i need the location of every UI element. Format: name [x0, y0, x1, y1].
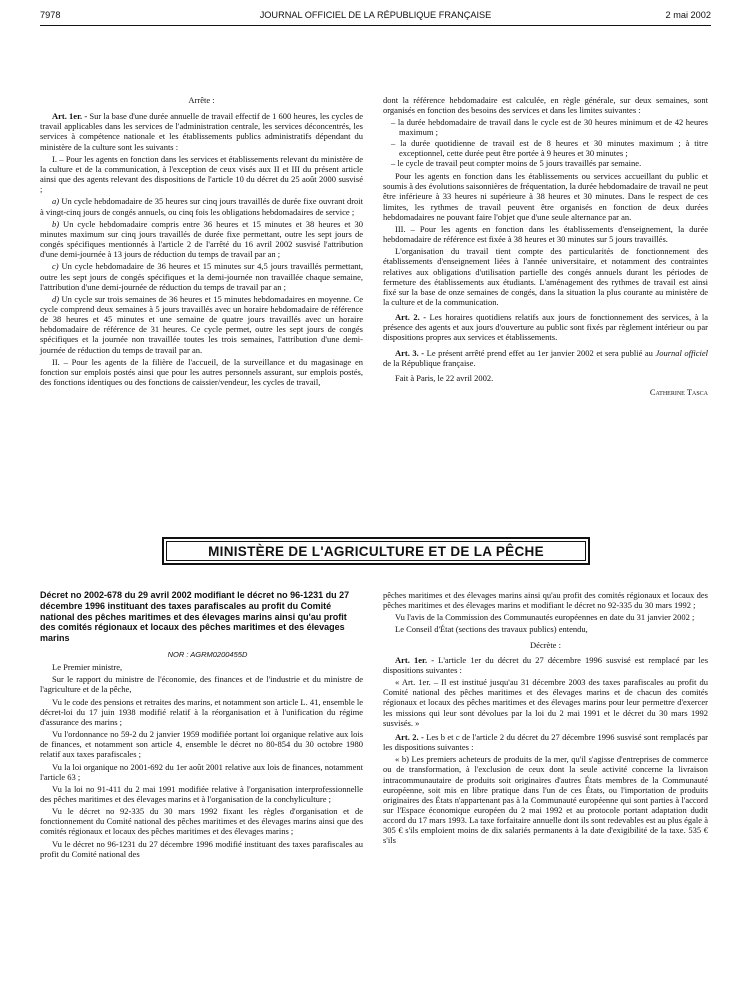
visa-paragraph: Vu l'ordonnance no 59-2 du 2 janvier 1959 modifiée portant loi organique relative aux lois de finances, et notamment son article 4, ensemble le décret no 80-854 du 30 octobre 1980 relatif aux taxes parafiscales ; — [40, 729, 363, 760]
art1-quote: « Art. 1er. – Il est institué jusqu'au 31 décembre 2003 des taxes parafiscales au profit du Comité national des pêches maritimes et des élevages marins et de chacun des comités régionaux et locaux des pêches maritimes et des élevages marins pour leur permettre d'exercer les missions qui leur sont dévolues par la loi du 2 mai 1991 et le décret du 30 mars 1992 susvisés. » — [383, 677, 708, 728]
arrete-heading: Arrête : — [188, 95, 215, 105]
art2-quote: « b) Les premiers acheteurs de produits de la mer, qu'il s'agisse d'entreprises de commerce ou de transformation, à l'exclusion de ceux dont la seule activité concerne la livraison intracommunautaire de produits soit originaires d'autres États membres de la Communauté européenne, soit mis en libre pratique dans l'un de ces États, ou l'importation de produits originaires des États n'appartenant pas à la Communauté européenne qui sont parties à l'accord sur l'Espace économique européen du 2 mai 1992 et au protocole portant adaptation dudit accord du 17 mars 1993. La taxe forfaitaire annuelle dont ils sont redevables est au plus égale à 305 € s'ils emploient moins de dix salariés permanents à la date d'exigibilité de la taxe. 535 € s'ils — [383, 754, 708, 846]
ministry-title: MINISTÈRE DE L'AGRICULTURE ET DE LA PÊCHE — [166, 541, 586, 561]
art1-paragraph — [40, 111, 363, 152]
art2-text: Les b et c de l'article 2 du décret du 27 décembre 1996 susvisé sont remplacés par les dispositions suivantes : — [383, 731, 709, 753]
section-II: II. – Pour les agents de la filière de l'accueil, de la surveillance et du magasinage en fonction sur emplois postés ainsi que pour les autres personnels assurant, sur emplois postés, des fonctions identiques ou des fonctions de caissier/vendeur, les cycles de travail, — [40, 356, 363, 388]
item-d-text: Un cycle sur trois semaines de 36 heures et 15 minutes hebdomadaires en moyenne. Ce cycle comprend deux semaines à 5 jours travaillés avec un horaire hebdomadaire de référence de 38 heures et 45 minutes et une semaine de quatre jours travaillés avec un horaire hebdomadaire de référence de 31 heures. Ce cycle permet, outre les sept jours de congés spécifiques et la journée non travaillée toutes les trois semaines, l'attribution d'une demi-journée de réduction du temps de travail par an. — [40, 293, 363, 355]
item-a-label: a) — [52, 196, 60, 207]
item-b-text: Un cycle hebdomadaire compris entre 36 heures et 15 minutes et 38 heures et 30 minutes maximum sur cinq jours travaillés de durée fixe permettant, outre les sept jours de congés spécifiques mentionnés à l'article 2 de l'arrêté du 16 avril 2002 susvisé l'attribution d'une demi-journée à 13 jours de réduction du temps de travail par an ; — [40, 218, 363, 260]
lower-right-column — [383, 590, 708, 848]
item-c — [40, 261, 363, 291]
premier-ministre: Le Premier ministre, — [52, 662, 123, 673]
signature: Catherine Tasca — [649, 387, 708, 398]
visa-paragraph: Vu la loi organique no 2001-692 du 1er août 2001 relative aux lois de finances, notamment l'article 63 ; — [40, 761, 363, 782]
decrete-heading: Décrète : — [530, 639, 561, 650]
header-rule — [40, 25, 711, 26]
visa-paragraph: Vu la loi no 91-411 du 2 mai 1991 modifiée relative à l'organisation interprofessionnelle des pêches maritimes et des élevages marins et à l'organisation de la conchyliculture ; — [40, 783, 363, 805]
limits-list — [383, 117, 708, 168]
list-item: – la durée hebdomadaire de travail dans le cycle est de 30 heures minimum et de 42 heures maximum ; — [391, 117, 708, 138]
item-b-label: b) — [52, 218, 60, 229]
upper-right-column — [383, 95, 708, 399]
art2-label: Art. 2. - — [395, 312, 427, 323]
art1-paragraph — [383, 655, 708, 675]
fait-a-paris: Fait à Paris, le 22 avril 2002. — [395, 372, 494, 383]
item-a — [40, 196, 363, 216]
art3-text-b: de la République française. — [383, 357, 476, 368]
art3-text-a: Le présent arrêté prend effet au 1er janvier 2002 et sera publié au — [424, 347, 656, 358]
visa-paragraph: Vu l'avis de la Commission des Communautés européennes en date du 31 janvier 2002 ; — [395, 612, 695, 623]
art2-paragraph — [383, 732, 708, 752]
art3-paragraph — [383, 348, 708, 368]
art3-label: Art. 3. - — [395, 347, 425, 358]
continuation-paragraph: pêches maritimes et des élevages marins ainsi qu'au profit des comités régionaux et locaux des pêches maritimes et des élevages marins et modifiant le décret no 92-335 du 30 mars 1992 ; — [383, 590, 708, 611]
list-item: – la durée quotidienne de travail est de 8 heures et 30 minutes maximum ; à titre exceptionnel, cette durée peut être portée à 9 heures et 30 minutes ; — [391, 137, 708, 158]
lower-left-column — [40, 590, 363, 861]
item-d-label: d) — [52, 293, 60, 304]
art2-text: Les horaires quotidiens relatifs aux jours de fonctionnement des services, à la présence des agents et aux jours d'ouverture au public sont fixés par règlement intérieur ou par dispositions propres aux services et établissements. — [383, 312, 708, 343]
section-I: I. – Pour les agents en fonction dans les services et établissements relevant du ministère de la culture et de la communication, à l'exception de ceux visés aux II et III du présent article ainsi que des agents relevant des dispositions de l'article 10 du décret du 25 août 2000 susvisé ; — [40, 153, 363, 195]
visa-paragraph: Vu le décret no 92-335 du 30 mars 1992 fixant les règles d'organisation et de fonctionnement du Comité national des pêches maritimes et des élevages marins ainsi que des comités régionaux et locaux des pêches maritimes et des élevages marins ; — [40, 806, 363, 837]
issue-date: 2 mai 2002 — [665, 10, 711, 20]
organisation-paragraph: L'organisation du travail tient compte des particularités de fonctionnement des établissements d'enseignement liées à l'année universitaire, et notamment des contraintes relatives aux obligations d'utilisation partielle des congés annuels durant les périodes de fermeture des établissements aux étudiants. L'aménagement des rythmes de travail est ainsi fixé sur la base de onze semaines de congés, dans la situation la plus courante au ministère de la culture et de la communication. — [383, 246, 708, 307]
upper-left-column — [40, 95, 363, 389]
list-item: – le cycle de travail peut compter moins de 5 jours travaillés par semaine. — [391, 157, 642, 168]
visa-paragraph: Vu le décret no 96-1231 du 27 décembre 1996 modifié instituant des taxes parafiscales au profit du Comité national des — [40, 838, 363, 859]
visa-paragraph: Vu le code des pensions et retraites des marins, et notamment son article L. 41, ensemble le décret-loi du 17 juin 1938 modifié relatif à la réorganisation et à l'unification du régime d'assurance des marins ; — [40, 696, 363, 727]
item-a-text: Un cycle hebdomadaire de 35 heures sur cinq jours travaillés de durée fixe ouvrant droit à vingt-cinq jours de congés annuels, ou cinq fois les obligations hebdomadaires de service ; — [40, 196, 363, 217]
section-III: III. – Pour les agents en fonction dans les établissements d'enseignement, la durée hebdomadaire de référence est fixée à 38 heures et 30 minutes sur 5 jours travaillés. — [383, 223, 708, 245]
decree-title: Décret no 2002-678 du 29 avril 2002 modifiant le décret no 96-1231 du 27 décembre 1996 instituant des taxes parafiscales au profit du Comité national des pêches maritimes et des élevages marins ainsi qu'au profit des comités régionaux et locaux des pêches maritimes et des élevages marins — [40, 590, 350, 644]
art1-label: Art. 1er. - — [395, 654, 435, 665]
ministry-box — [162, 537, 590, 565]
page-number: 7978 — [40, 10, 61, 20]
art1-text: Sur la base d'une durée annuelle de travail effectif de 1 600 heures, les cycles de travail applicables dans les services de l'administration centrale, les services déconcentrés, les services à compétence nationale et les établissements publics administratifs dépendant du ministère de la culture sont les suivants : — [40, 111, 363, 152]
continuation-paragraph: dont la référence hebdomadaire est calculée, en règle générale, sur deux semaines, sont organisés en fonction des besoins des services et dans les limites suivantes : — [383, 95, 708, 116]
art2-label: Art. 2. - — [395, 731, 424, 742]
page-header — [40, 10, 711, 26]
item-d — [40, 294, 363, 355]
journal-officiel-ref: Journal officiel — [655, 347, 709, 358]
art1-label: Art. 1er. - — [52, 111, 88, 122]
conseil-etat: Le Conseil d'État (sections des travaux publics) entendu, — [395, 624, 588, 635]
journal-title: JOURNAL OFFICIEL DE LA RÉPUBLIQUE FRANÇAISE — [259, 10, 492, 20]
nor-reference: NOR : AGRM0200455D — [167, 649, 248, 659]
art2-paragraph — [383, 312, 708, 342]
item-c-label: c) — [52, 261, 59, 272]
art1-text: L'article 1er du décret du 27 décembre 1996 susvisé est remplacé par les dispositions suivantes : — [383, 654, 709, 675]
item-c-text: Un cycle hebdomadaire de 36 heures et 15 minutes sur 4,5 jours travaillés permettant, outre les sept jours de congés spécifiques et la demi-journée non travaillée chaque semaine, l'attribution d'une demi-journée de réduction du temps de travail par an ; — [40, 261, 363, 292]
item-b — [40, 219, 363, 260]
visa-paragraph: Sur le rapport du ministre de l'économie, des finances et de l'industrie et du ministre de l'agriculture et de la pêche, — [40, 674, 363, 695]
seasonal-paragraph: Pour les agents en fonction dans les établissements ou services accueillant du public et soumis à des évolutions saisonnières de fréquentation, la durée hebdomadaire de travail ne peut être inférieure à 33 heures ni supérieure à 38 heures et 30 minutes. Dans le respect de ces limites, les rythmes de travail peuvent être organisés en fonction de deux durées hebdomadaires ne pouvant faire l'objet que d'une seule alternance par an. — [383, 171, 708, 222]
